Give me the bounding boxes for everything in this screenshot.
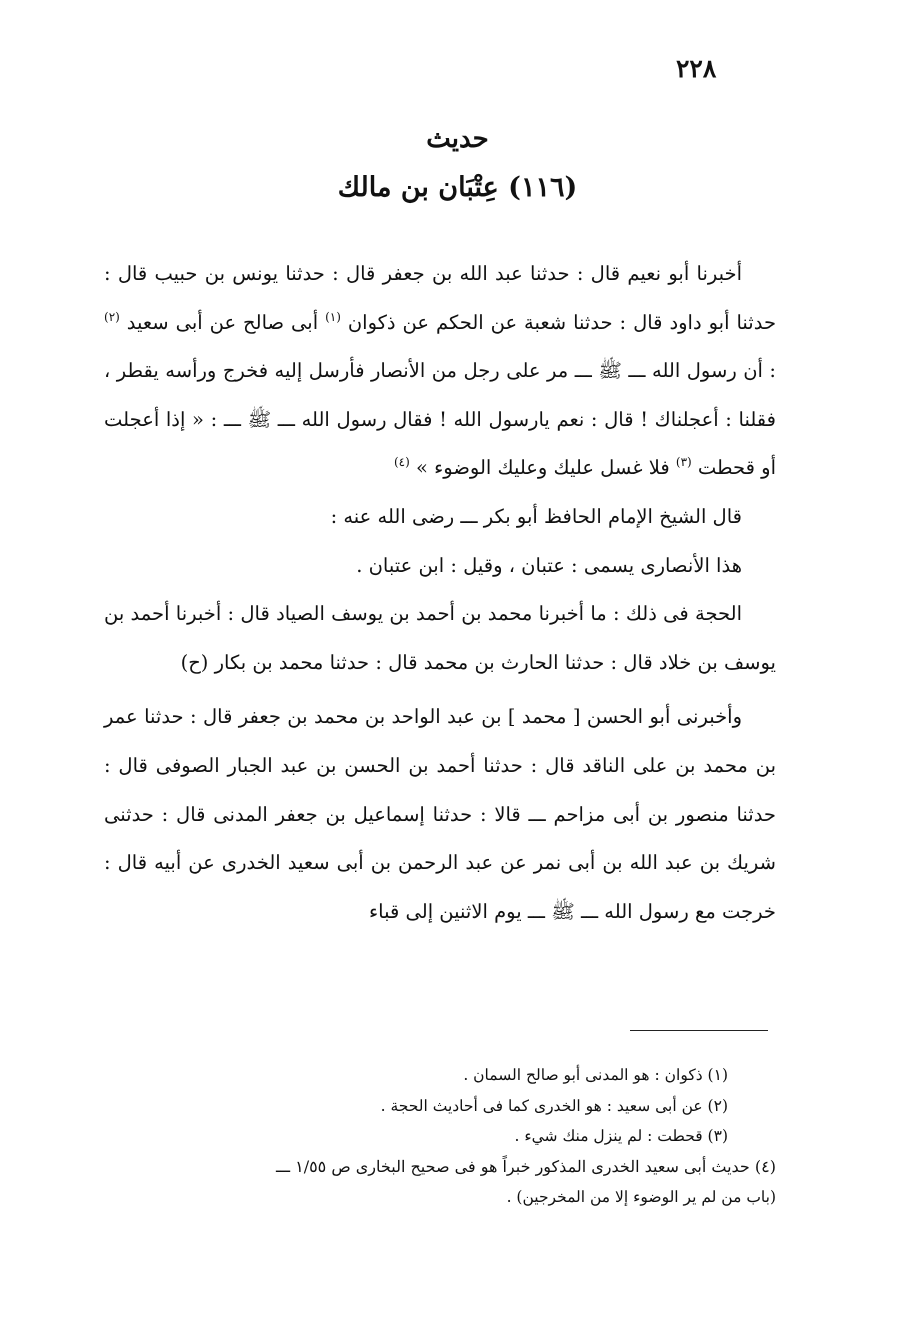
footnote-ref-2: (٢) (104, 309, 120, 324)
footnote-divider (630, 1030, 768, 1031)
paragraph-2: قال الشيخ الإمام الحافظ أبو بكر ـــ رضى الله عنه : (330, 504, 742, 528)
paragraph-5: وأخبرنى أبو الحسن [ محمد ] بن عبد الواحد بن محمد بن جعفر قال : حدثنا عمر بن محمد بن على الناقد قال : حدثنا أحمد بن الحسن بن عبد الجبار الصوفى قال : حدثنا منصور بن أبى مزاحم ـــ قالا : حدثنا إسماعيل بن جعفر المدنى قال : حدثنى شريك بن عبد الله بن أبى نمر عن عبد الرحمن بن أبى سعيد الخدرى عن أبيه قال : خرجت مع رسول الله ـــ ﷺ ـــ يوم الاثنين إلى قباء (104, 705, 776, 923)
footnotes (104, 1060, 776, 1213)
paragraph-1-text-b: أبى صالح عن أبى سعيد (119, 310, 326, 334)
footnote-3: (٣) قحطت : لم ينزل منك شيء . (514, 1127, 728, 1145)
paragraph-4: الحجة فى ذلك : ما أخبرنا محمد بن أحمد بن يوسف الصياد قال : أخبرنا أحمد بن يوسف بن خلاد قال : حدثنا الحارث بن محمد قال : حدثنا محمد بن بكار (ح) (104, 602, 776, 674)
footnote-2: (٢) عن أبى سعيد : هو الخدرى كما فى أحاديث الحجة . (380, 1096, 728, 1115)
paragraph-3: هذا الأنصارى يسمى : عتبان ، وقيل : ابن عتبان . (356, 553, 742, 577)
footnote-ref-1: (١) (325, 309, 341, 324)
paragraph-1-text-d: فلا غسل عليك وعليك الوضوء » (409, 456, 676, 480)
footnote-4: (٤) حديث أبى سعيد الخدرى المذكور خبراً هو فى صحيح البخارى ص ١/٥٥ ـــ (275, 1156, 776, 1176)
paragraph-1-text-a: أخبرنا أبو نعيم قال : حدثنا عبد الله بن جعفر قال : حدثنا يونس بن حبيب قال : حدثنا أبو داود قال : حدثنا شعبة عن الحكم عن ذكوان (104, 262, 776, 334)
footnote-1: (١) ذكوان : هو المدنى أبو صالح السمان . (463, 1066, 728, 1084)
section-title: حديث (426, 124, 489, 154)
paragraph-1 (104, 250, 776, 493)
hadith-subtitle: (١١٦) عِتْبَان بن مالك (337, 172, 578, 203)
footnote-ref-4: (٤) (393, 455, 410, 470)
page-number: ٢٢٨ (676, 54, 717, 83)
paragraph-1-text-c: : أن رسول الله ـــ ﷺ ـــ مر على رجل من الأنصار فأرسل إليه فخرج ورأسه يقطر ، فقلنا : أعجلناك ! قال : نعم يارسول الله ! فقال رسول الله ـــ ﷺ ـــ : « إذا أعجلت أو قحطت (104, 359, 776, 480)
footnote-ref-3: (٣) (675, 455, 692, 470)
main-text (104, 250, 776, 936)
footnote-4-continued: (باب من لم ير الوضوء إلا من المخرجين) . (506, 1188, 776, 1206)
